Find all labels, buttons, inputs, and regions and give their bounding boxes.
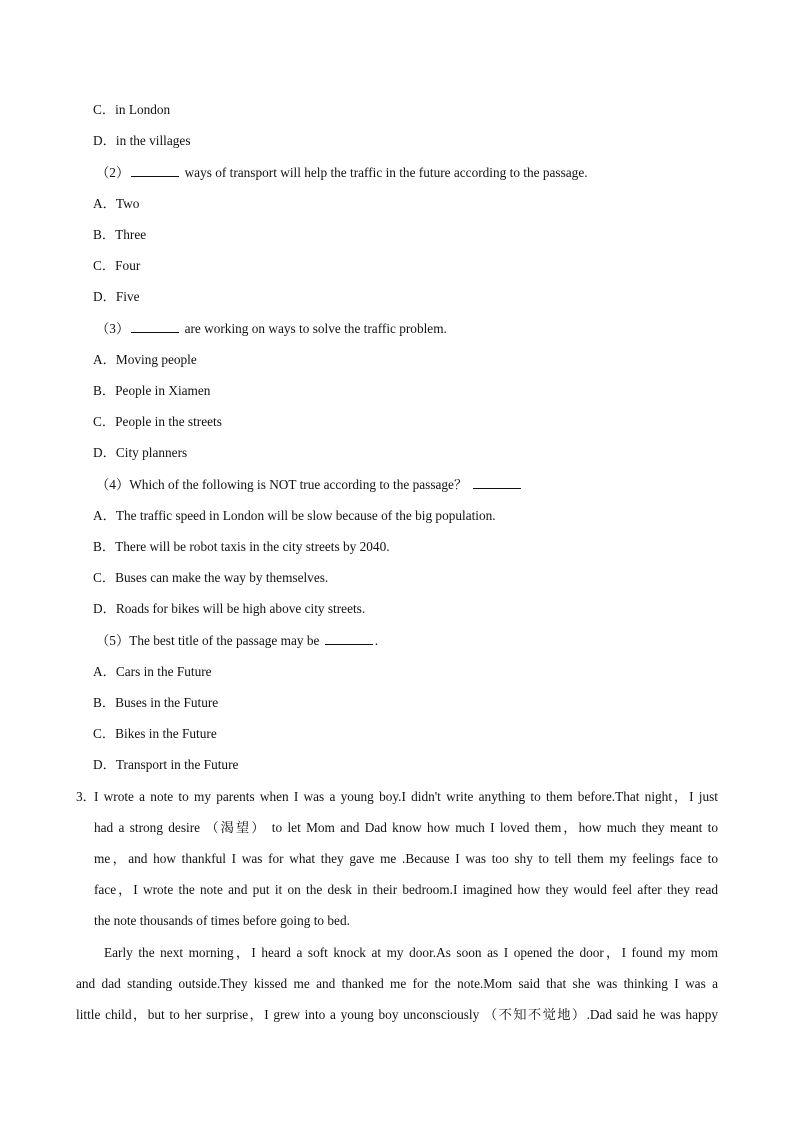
q2-option-d[interactable]: D．Five: [93, 289, 140, 304]
q3-option-b[interactable]: B．People in Xiamen: [93, 383, 211, 398]
q3-stem: [96, 320, 447, 338]
q1-option-c[interactable]: C．in London: [93, 102, 171, 117]
q4-blank: [473, 476, 521, 489]
q5-stem: [96, 632, 378, 650]
passage3-para2-line-1: Early the next morning，I heard a soft knock at my door.As soon as I opened the door，I found my mom: [104, 945, 718, 960]
q4-text: （4）Which of the following is NOT true according to the passage？: [96, 477, 471, 492]
q3-option-c[interactable]: C．People in the streets: [93, 414, 222, 429]
passage3-line-5: the note thousands of times before going to bed.: [94, 913, 350, 928]
q4-option-a[interactable]: A．The traffic speed in London will be slow because of the big population.: [93, 508, 496, 523]
passage3-number: 3．: [76, 789, 96, 804]
passage3-line-3: me，and how thankful I was for what they gave me .Because I was too shy to tell them my feelings face to: [94, 851, 718, 866]
q4-stem: [96, 476, 523, 494]
q2-stem: [96, 164, 588, 182]
q1-option-d[interactable]: D．in the villages: [93, 133, 191, 148]
q2-option-a[interactable]: A．Two: [93, 196, 140, 211]
q3-option-a[interactable]: A．Moving people: [93, 352, 197, 367]
q3-text: are working on ways to solve the traffic problem.: [181, 321, 447, 336]
q2-number: （2）: [96, 165, 130, 180]
q3-blank: [131, 320, 179, 333]
passage3-line-4: face，I wrote the note and put it on the desk in their bedroom.I imagined how they would feel after they read: [94, 882, 718, 897]
passage3-para2-line-2: and dad standing outside.They kissed me and thanked me for the note.Mom said that she was thinking I was a: [76, 976, 718, 991]
q2-option-c[interactable]: C．Four: [93, 258, 141, 273]
q2-text: ways of transport will help the traffic in the future according to the passage.: [181, 165, 588, 180]
q3-number: （3）: [96, 321, 130, 336]
q5-option-a[interactable]: A．Cars in the Future: [93, 664, 212, 679]
q2-option-b[interactable]: B．Three: [93, 227, 147, 242]
q4-option-d[interactable]: D．Roads for bikes will be high above city streets.: [93, 601, 366, 616]
q3-option-d[interactable]: D．City planners: [93, 445, 188, 460]
q5-blank: [325, 632, 373, 645]
q4-option-c[interactable]: C．Buses can make the way by themselves.: [93, 570, 329, 585]
q5-option-b[interactable]: B．Buses in the Future: [93, 695, 219, 710]
q5-option-d[interactable]: D．Transport in the Future: [93, 757, 239, 772]
passage3-line-2: had a strong desire （渴望） to let Mom and Dad know how much I loved them，how much they meant to: [94, 820, 718, 835]
passage3-para2-line-3: little child，but to her surprise，I grew into a young boy unconsciously （不知不觉地）.Dad said he was happy: [76, 1007, 718, 1022]
q5-text: （5）The best title of the passage may be: [96, 633, 323, 648]
q5-option-c[interactable]: C．Bikes in the Future: [93, 726, 217, 741]
q2-blank: [131, 164, 179, 177]
passage3-line-1: I wrote a note to my parents when I was a young boy.I didn't write anything to them before.That night，I just: [94, 789, 718, 804]
q5-suffix: .: [374, 633, 379, 648]
q4-option-b[interactable]: B．There will be robot taxis in the city streets by 2040.: [93, 539, 390, 554]
